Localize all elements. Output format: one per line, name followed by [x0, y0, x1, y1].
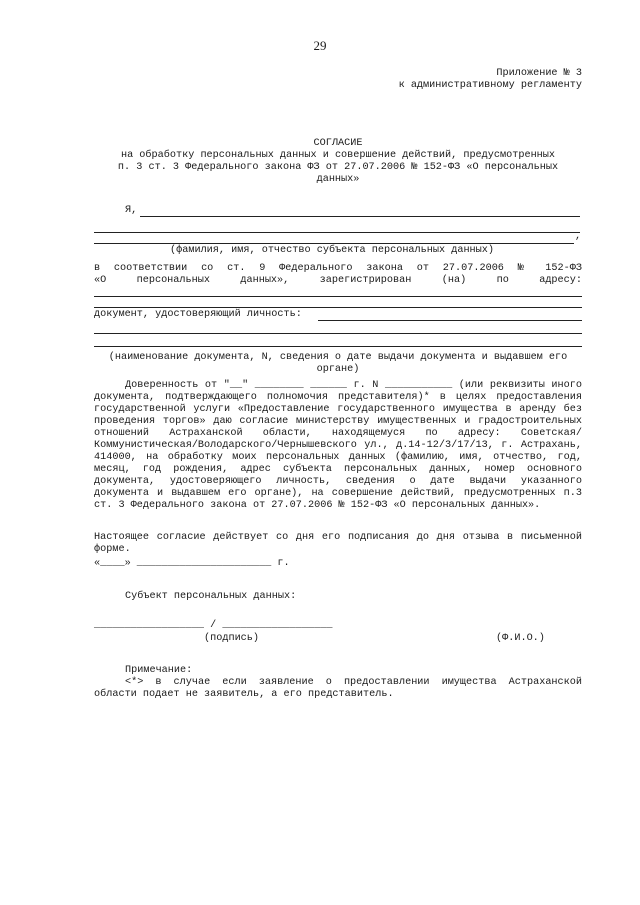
title-line3: данных»: [316, 174, 360, 185]
document-title: [94, 138, 582, 186]
validity-paragraph: Настоящее согласие действует со дня его подписания до дня отзыва в письменной форме.: [94, 532, 582, 555]
document-caption-line1: (наименование документа, N, сведения о дате выдачи документа и выдавшем его: [108, 352, 568, 363]
fio-comma: ,: [575, 231, 582, 242]
appendix-block: [300, 68, 582, 92]
page-number: 29: [313, 38, 327, 53]
address-blank-2: [94, 307, 582, 308]
document-label: документ, удостоверяющий личность:: [94, 309, 302, 320]
registered-text: [94, 263, 582, 287]
signature-caption: (подпись): [204, 633, 260, 644]
document-caption-line2: органе): [316, 364, 360, 375]
date-line: «____» ______________________ г.: [94, 558, 290, 569]
registered-line2: «О персональных данных», зарегистрирован (на) по адресу:: [94, 275, 582, 286]
fio-blank-2: [94, 232, 580, 233]
consent-paragraph: Доверенность от "__" ________ ______ г. N ___________ (или реквизиты иного документа, подтверждающего полномочия представителя)* в целях предоставления государственной услуги «Предоставление государственного имущества в аренду без проведения торгов» даю согласие министерству имущественных и градостроительных отношений Астраханской области, находящемуся по адресу: Советская/Коммунистическая/Володарского/Чернышевского ул., д.14-12/3/17/13, г. Астрахань, 414000, на обработку моих персональных данных (фамилию, имя, отчество, год, месяц, год рождения, адрес субъекта персональных данных, номер основного документа, удостоверяющего личность, сведения о дате выдачи указанного документа и выдавшем его органе), на совершение действий, предусмотренных п.3 ст. 3 Федерального закона от 27.07.2006 № 152-ФЗ «О персональных данных».: [94, 380, 582, 511]
note-heading: Примечание:: [125, 665, 193, 676]
fio-short-caption: (Ф.И.О.): [496, 633, 545, 644]
fio-caption: (фамилия, имя, отчество субъекта персональных данных): [170, 245, 495, 256]
document-caption: [94, 352, 582, 376]
subject-label: Субъект персональных данных:: [125, 591, 297, 602]
document-blank-1: [318, 320, 582, 321]
document-blank-2: [94, 333, 582, 334]
appendix-line1: Приложение № 3: [496, 68, 582, 79]
fio-blank-3: [94, 243, 574, 244]
ya-label: Я,: [125, 205, 138, 216]
fio-blank-1: [140, 216, 580, 217]
appendix-line2: к административному регламенту: [398, 80, 582, 91]
signature-line: __________________ / __________________: [94, 620, 333, 631]
title-heading: СОГЛАСИЕ: [313, 138, 363, 149]
title-line2: п. 3 ст. 3 Федерального закона ФЗ от 27.07.2006 № 152-ФЗ «О персональных: [117, 162, 559, 173]
document-blank-3: [94, 346, 582, 347]
address-blank-1: [94, 296, 582, 297]
note-text: <*> в случае если заявление о предоставлении имущества Астраханской области подает не заявитель, а его представитель.: [94, 677, 582, 700]
title-line1: на обработку персональных данных и совершение действий, предусмотренных: [120, 150, 556, 161]
registered-line1: в соответствии со ст. 9 Федерального закона от 27.07.2006 № 152-ФЗ: [94, 263, 582, 274]
